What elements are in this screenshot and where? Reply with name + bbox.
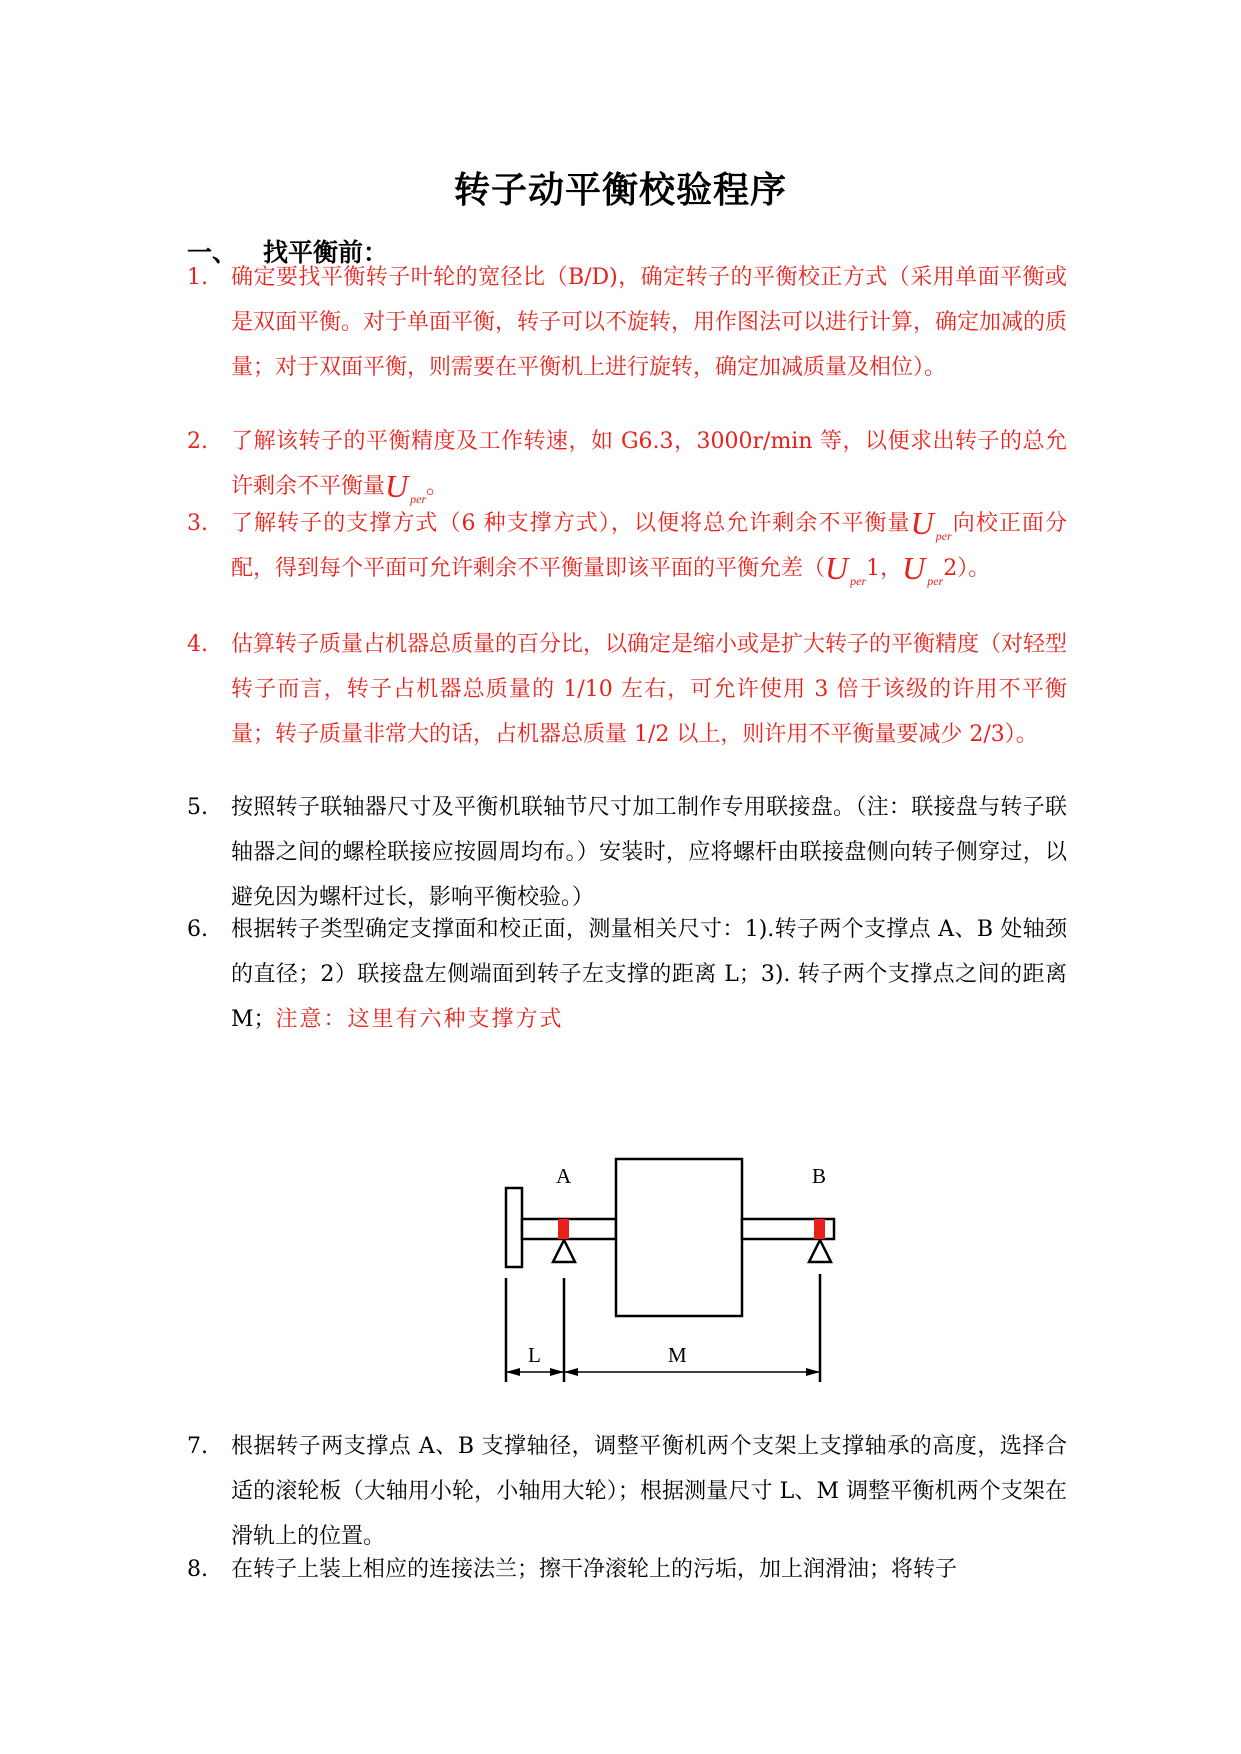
support-note: 注意：这里有六种支撑方式	[275, 1007, 564, 1032]
section-label: 找平衡前：	[263, 238, 389, 267]
item-text: 按照转子联轴器尺寸及平衡机联轴节尺寸加工制作专用联接盘。（注：联接盘与转子联轴器之间的螺栓联接应按圆周均布。）安装时，应将螺杆由联接盘侧向转子侧穿过，以避免因为螺杆过长，影响平衡校验。）	[231, 795, 1067, 910]
support-b-triangle	[809, 1240, 831, 1262]
item-text: 在转子上装上相应的连接法兰；擦干净滚轮上的污垢，加上润滑油；将转子	[231, 1557, 958, 1582]
list-item-6	[187, 907, 1067, 1042]
list-item-3	[187, 501, 1067, 591]
item-text: 了解转子的支撑方式（6 种支撑方式），以便将总允许剩余不平衡量U $_{per}$向校正面分配，得到每个平面可允许剩余不平衡量即该平面的平衡允差（U $_{per}$1，U $_{per}$2）。	[231, 505, 1067, 588]
coupling-disk	[506, 1188, 522, 1267]
item-number: 7.	[187, 1434, 208, 1459]
item-number: 8.	[187, 1557, 208, 1582]
item-text: 了解该转子的平衡精度及工作转速，如 G6.3，3000r/min 等，以便求出转子的总允许剩余不平衡量U $_{per}$。	[231, 429, 1067, 506]
label-m: M	[668, 1343, 687, 1367]
u-per-symbol: U $_{per}$	[385, 468, 427, 506]
page-title: 转子动平衡校验程序	[453, 169, 787, 211]
item-number: 2.	[187, 429, 208, 454]
list-item-4	[187, 622, 1067, 757]
support-a-triangle	[553, 1240, 575, 1262]
rotor-support-diagram	[490, 1150, 860, 1400]
list-item-1	[187, 255, 1067, 390]
item-text: 估算转子质量占机器总质量的百分比，以确定是缩小或是扩大转子的平衡精度（对轻型转子而言，转子占机器总质量的 1/10 左右，可允许使用 3 倍于该级的许用不平衡量；转子质量非常大的话，占机器总质量 1/2 以上，则许用不平衡量要减少 2/3）。	[231, 632, 1068, 747]
item-number: 6.	[187, 917, 208, 942]
u-per-symbol: U $_{per}$	[825, 550, 867, 588]
label-l: L	[528, 1343, 541, 1367]
item-number: 5.	[187, 795, 208, 820]
label-a: A	[556, 1164, 572, 1188]
item-text: 根据转子两支撑点 A、B 支撑轴径，调整平衡机两个支架上支撑轴承的高度，选择合适的滚轮板（大轴用小轮，小轴用大轮）；根据测量尺寸 L、M 调整平衡机两个支架在滑轨上的位置。	[231, 1434, 1067, 1549]
section-number: 一、	[187, 238, 238, 267]
item-text: 确定要找平衡转子叶轮的宽径比（B/D)，确定转子的平衡校正方式（采用单面平衡或是双面平衡。对于单面平衡，转子可以不旋转，用作图法可以进行计算，确定加减的质量；对于双面平衡，则需要在平衡机上进行旋转，确定加减质量及相位）。	[231, 265, 1068, 380]
item-number: 4.	[187, 632, 208, 657]
journal-a-marker	[558, 1219, 569, 1239]
list-item-5	[187, 785, 1067, 920]
item-number: 1.	[187, 265, 208, 290]
list-item-8	[187, 1547, 1067, 1592]
list-item-7	[187, 1424, 1067, 1559]
rotor-body	[616, 1159, 742, 1316]
u-per-symbol: U $_{per}$	[902, 550, 944, 588]
u-per-symbol: U $_{per}$	[910, 505, 952, 543]
label-b: B	[812, 1164, 827, 1188]
journal-b-marker	[814, 1219, 825, 1239]
item-text: 根据转子类型确定支撑面和校正面，测量相关尺寸：1).转子两个支撑点 A、B 处轴颈的直径；2）联接盘左侧端面到转子左支撑的距离 L；3). 转子两个支撑点之间的距离 M；注意：这里有六种支撑方式	[231, 917, 1067, 1032]
item-number: 3.	[187, 511, 208, 536]
list-item-2	[187, 419, 1067, 509]
